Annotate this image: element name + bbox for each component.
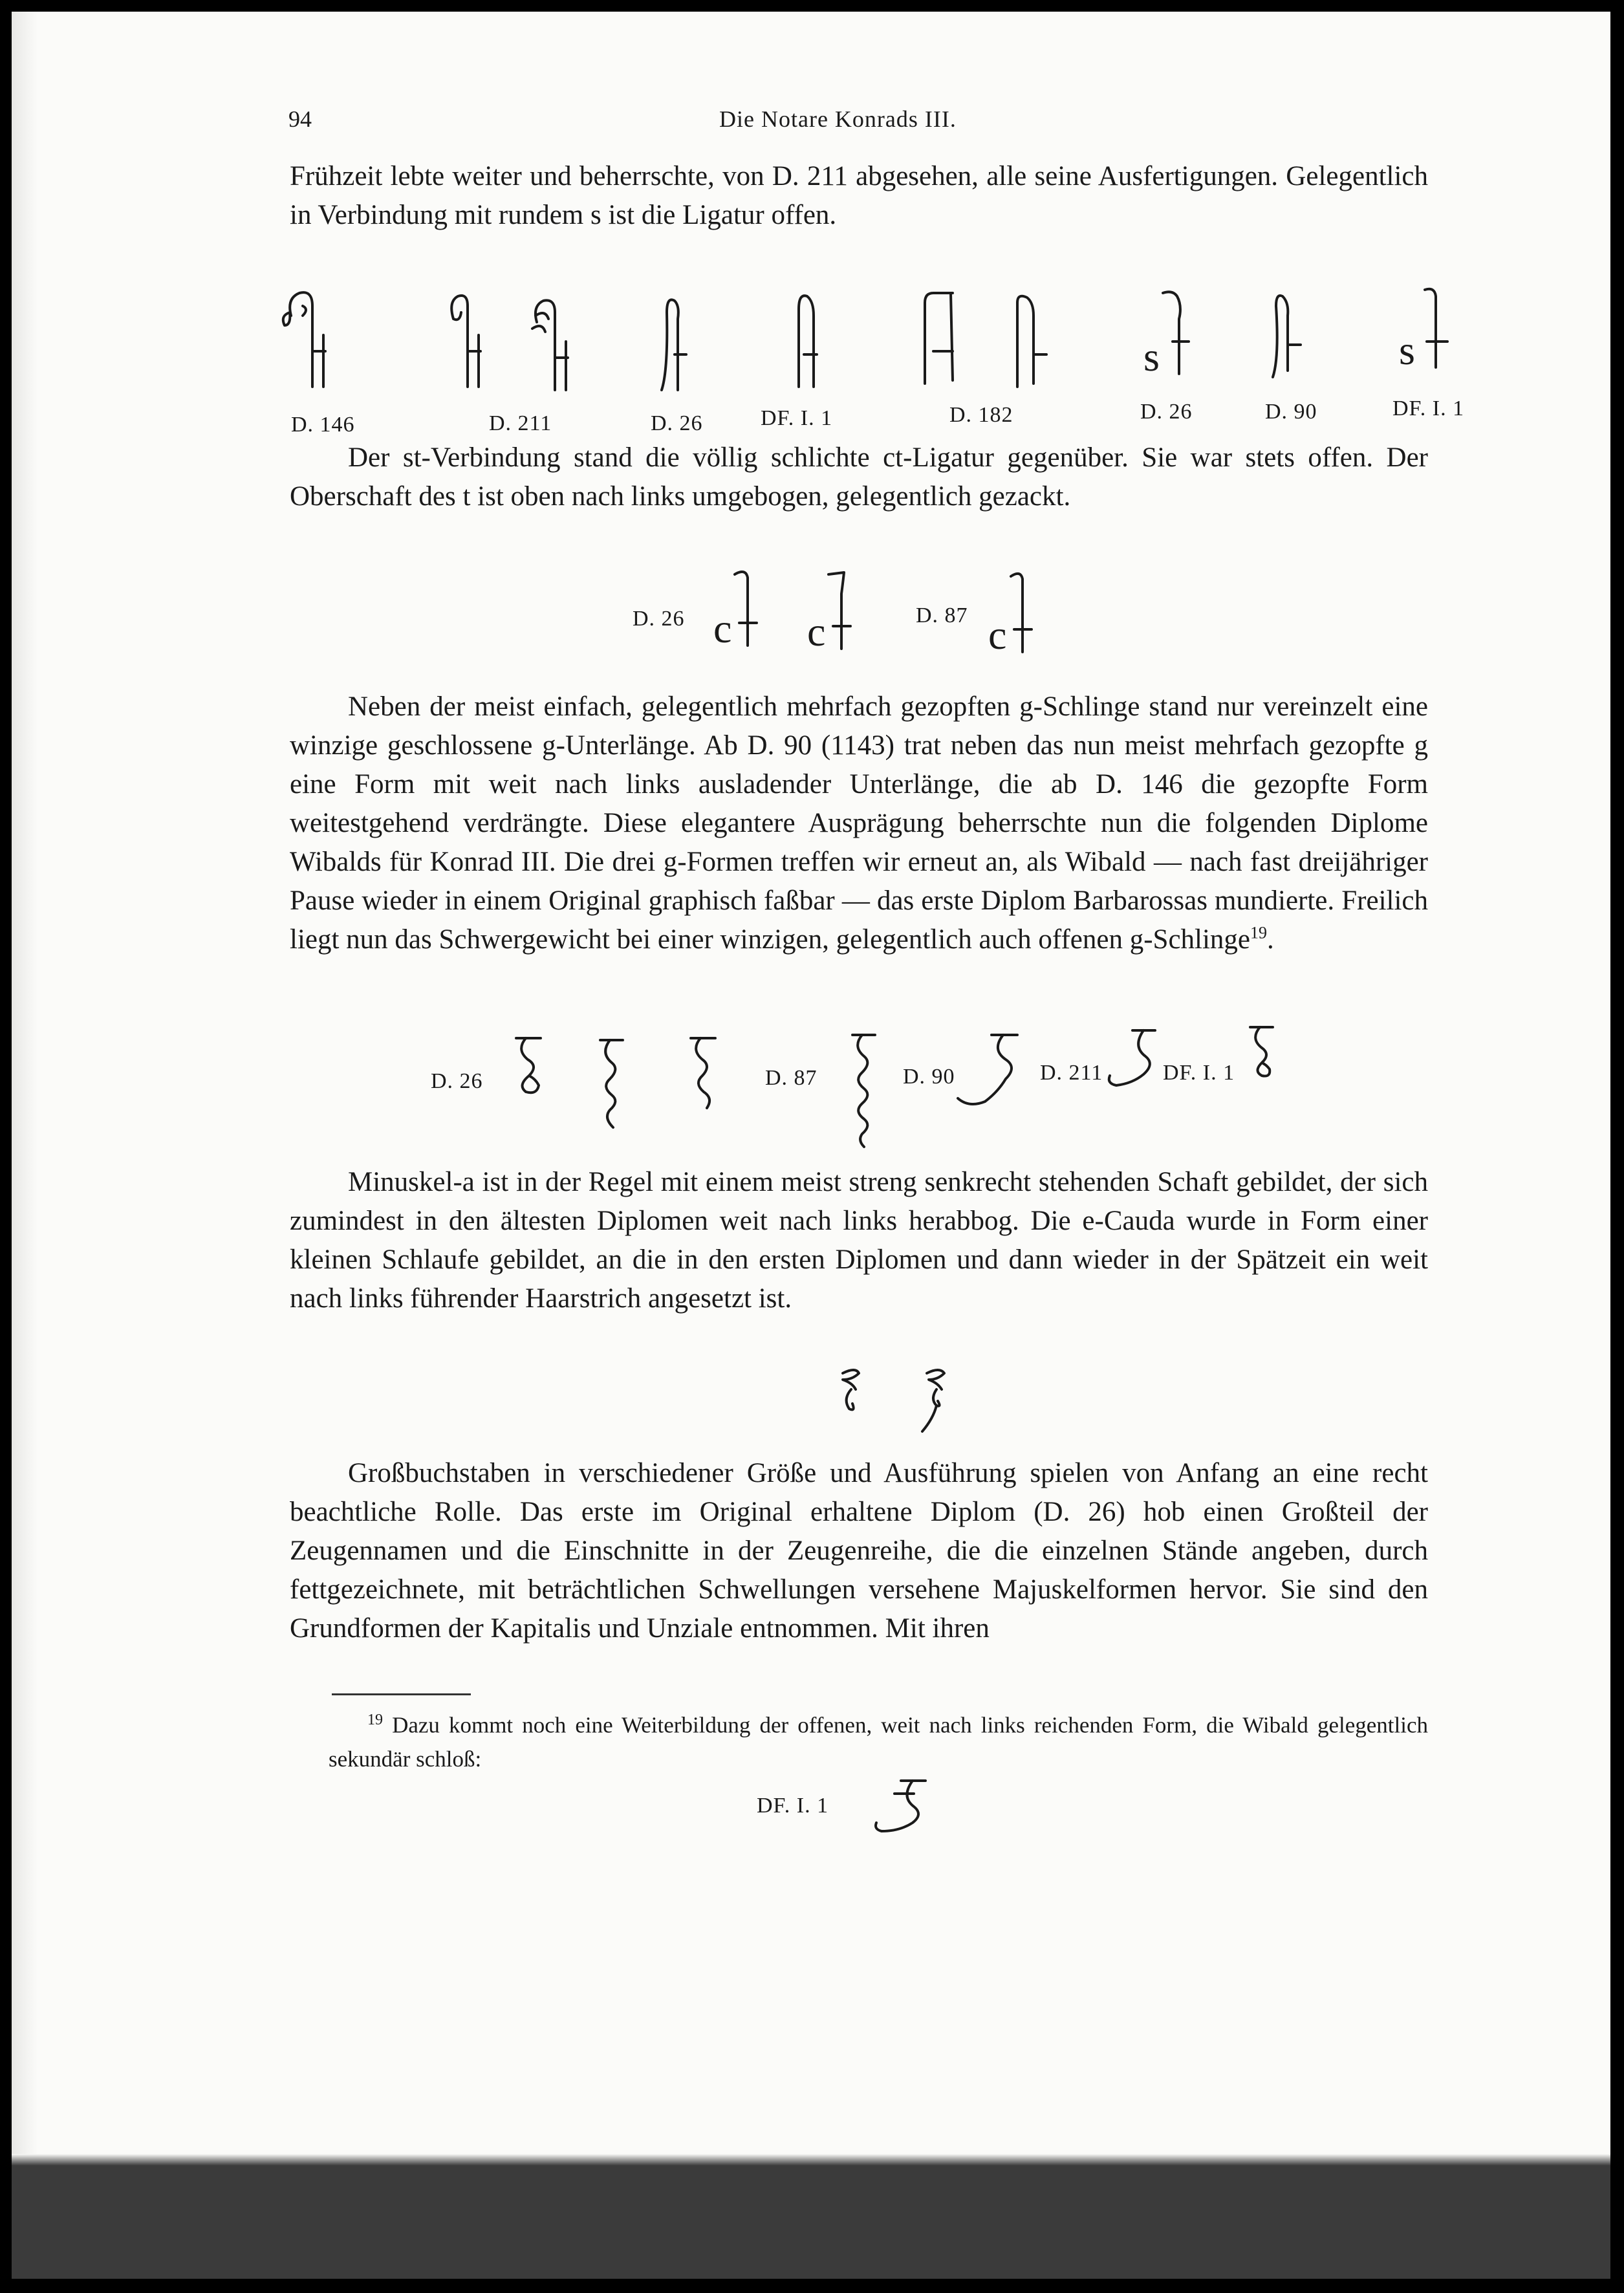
- st-ligature-glyph: [442, 290, 493, 387]
- g-form-glyph: [684, 1030, 723, 1114]
- footnote-reference[interactable]: 19: [1250, 923, 1268, 942]
- st-ligature-glyph: [523, 293, 581, 390]
- paragraph-5: Großbuchstaben in verschiedener Größe und Ausführung spielen von Anfang an eine recht beachtliche Rolle. Das erste im Original erhaltene Diplom (D. 26) hob einen Großteil der Zeugennamen und die Einschnitte in der Zeugenreihe, die die einzelnen Stände angeben, durch fettgezeichnete, mit beträchtlichen Schwellungen versehene Majuskelformen hervor. Sie sind den Grundformen der Kapitalis und Unziale entnommen. Mit ihren: [290, 1458, 1428, 1644]
- g-form-glyph: [869, 1774, 940, 1839]
- svg-text:s: s: [1143, 334, 1160, 380]
- paragraph-1: Frühzeit lebte weiter und beherrschte, von D. 211 abgesehen, alle seine Ausfertigungen. Gelegentlich in Verbindung mit rundem s ist die Ligatur offen.: [290, 161, 1428, 230]
- figure-label: D. 90: [903, 1065, 955, 1089]
- figure-label: D. 146: [291, 413, 355, 437]
- st-ligature-glyph: [1257, 287, 1308, 384]
- svg-text:c: c: [807, 609, 826, 655]
- g-form-glyph: [594, 1034, 633, 1131]
- st-ligature-glyph: [1008, 290, 1059, 387]
- st-ligature-glyph: [649, 293, 694, 390]
- footnote-text: Dazu kommt noch eine Weiterbildung der offenen, weit nach links reichenden Form, die Wibald gelegentlich sekundär schloß:: [329, 1712, 1429, 1772]
- paragraph-4: Minuskel-a ist in der Regel mit einem meist streng senkrecht stehenden Schaft gebildet, der sich zumindest in den ältesten Diplomen weit nach links herabbog. Die e-Cauda wurde in Form einer kleinen Schlaufe gebildet, an die in den ersten Diplomen und dann wieder in der Spätzeit ein weit nach links führender Haarstrich angesetzt ist.: [290, 1167, 1428, 1314]
- scanned-page: [12, 12, 1610, 2279]
- figure-label: D. 182: [949, 403, 1013, 427]
- figure-label: D. 26: [633, 607, 685, 631]
- st-ligature-glyph: [917, 287, 969, 384]
- svg-text:c: c: [713, 605, 732, 651]
- figure-label: D. 90: [1265, 400, 1317, 424]
- figure-label: DF. I. 1: [1392, 397, 1465, 420]
- g-form-glyph: [953, 1027, 1037, 1118]
- figure-label: DF. I. 1: [757, 1794, 829, 1818]
- e-cauda-glyph: [917, 1364, 962, 1435]
- paragraph-3: [290, 688, 1428, 959]
- figure-label: D. 87: [916, 603, 968, 627]
- g-form-glyph: [1244, 1021, 1283, 1085]
- footnote-number: 19: [367, 1712, 383, 1728]
- page-edge-shadow: [12, 12, 38, 2279]
- figure-label: D. 26: [1140, 400, 1193, 424]
- paragraph-3-text: Neben der meist einfach, gelegentlich mehrfach gezopften g-Schlinge stand nur vereinzelt eine winzige geschlossene g-Unterlänge. Ab D. 90 (1143) trat neben das nun meist mehrfach gezopfte g eine Form mit weit nach links ausladender Unterlänge, die ab D. 146 die gezopfte Form weitestgehend verdrängte. Diese elegantere Ausprägung beherrschte nun die folgenden Diplome Wibalds für Konrad III. Die drei g-Formen treffen wir erneut an, als Wibald — nach fast dreijähriger Pause wieder in einem Original graphisch faßbar — das erste Diplom Barbarossas mundierte. Freilich liegt nun das Schwergewicht bei einer winzigen, gelegentlich auch offenen g-Schlinge: [290, 691, 1428, 955]
- g-form-glyph: [510, 1030, 548, 1102]
- ct-ligature-glyph: [985, 565, 1050, 658]
- paragraph-3-end: .: [1267, 924, 1274, 955]
- footnote-19: [329, 1703, 1428, 1776]
- figure-label: D. 87: [765, 1066, 817, 1090]
- running-head: Die Notare Konrads III.: [719, 106, 957, 132]
- figure-label: D. 26: [431, 1069, 483, 1093]
- page-number: 94: [288, 106, 312, 132]
- st-ligature-glyph: [785, 290, 830, 387]
- svg-text:s: s: [1399, 327, 1415, 373]
- figure-label: D. 26: [651, 411, 703, 435]
- st-ligature-glyph: [1137, 287, 1202, 384]
- ct-ligature-glyph: [710, 561, 775, 652]
- svg-text:c: c: [988, 612, 1007, 658]
- figure-label: D. 211: [489, 411, 552, 435]
- g-form-glyph: [1103, 1024, 1168, 1095]
- st-ligature-glyph: [1396, 283, 1460, 374]
- g-form-glyph: [846, 1027, 885, 1150]
- ct-ligature-glyph: [804, 565, 869, 655]
- footnote-rule: [332, 1693, 471, 1695]
- figure-label: DF. I. 1: [761, 406, 833, 430]
- e-cauda-glyph: [833, 1364, 872, 1422]
- figure-label: DF. I. 1: [1163, 1061, 1235, 1085]
- scan-bottom-band: [12, 2166, 1610, 2279]
- st-ligature-glyph: [277, 287, 335, 390]
- paragraph-2: Der st-Verbindung stand die völlig schlichte ct-Ligatur gegenüber. Sie war stets offen. Der Oberschaft des t ist oben nach links umgebogen, gelegentlich gezackt.: [290, 442, 1428, 512]
- figure-label: D. 211: [1040, 1061, 1103, 1085]
